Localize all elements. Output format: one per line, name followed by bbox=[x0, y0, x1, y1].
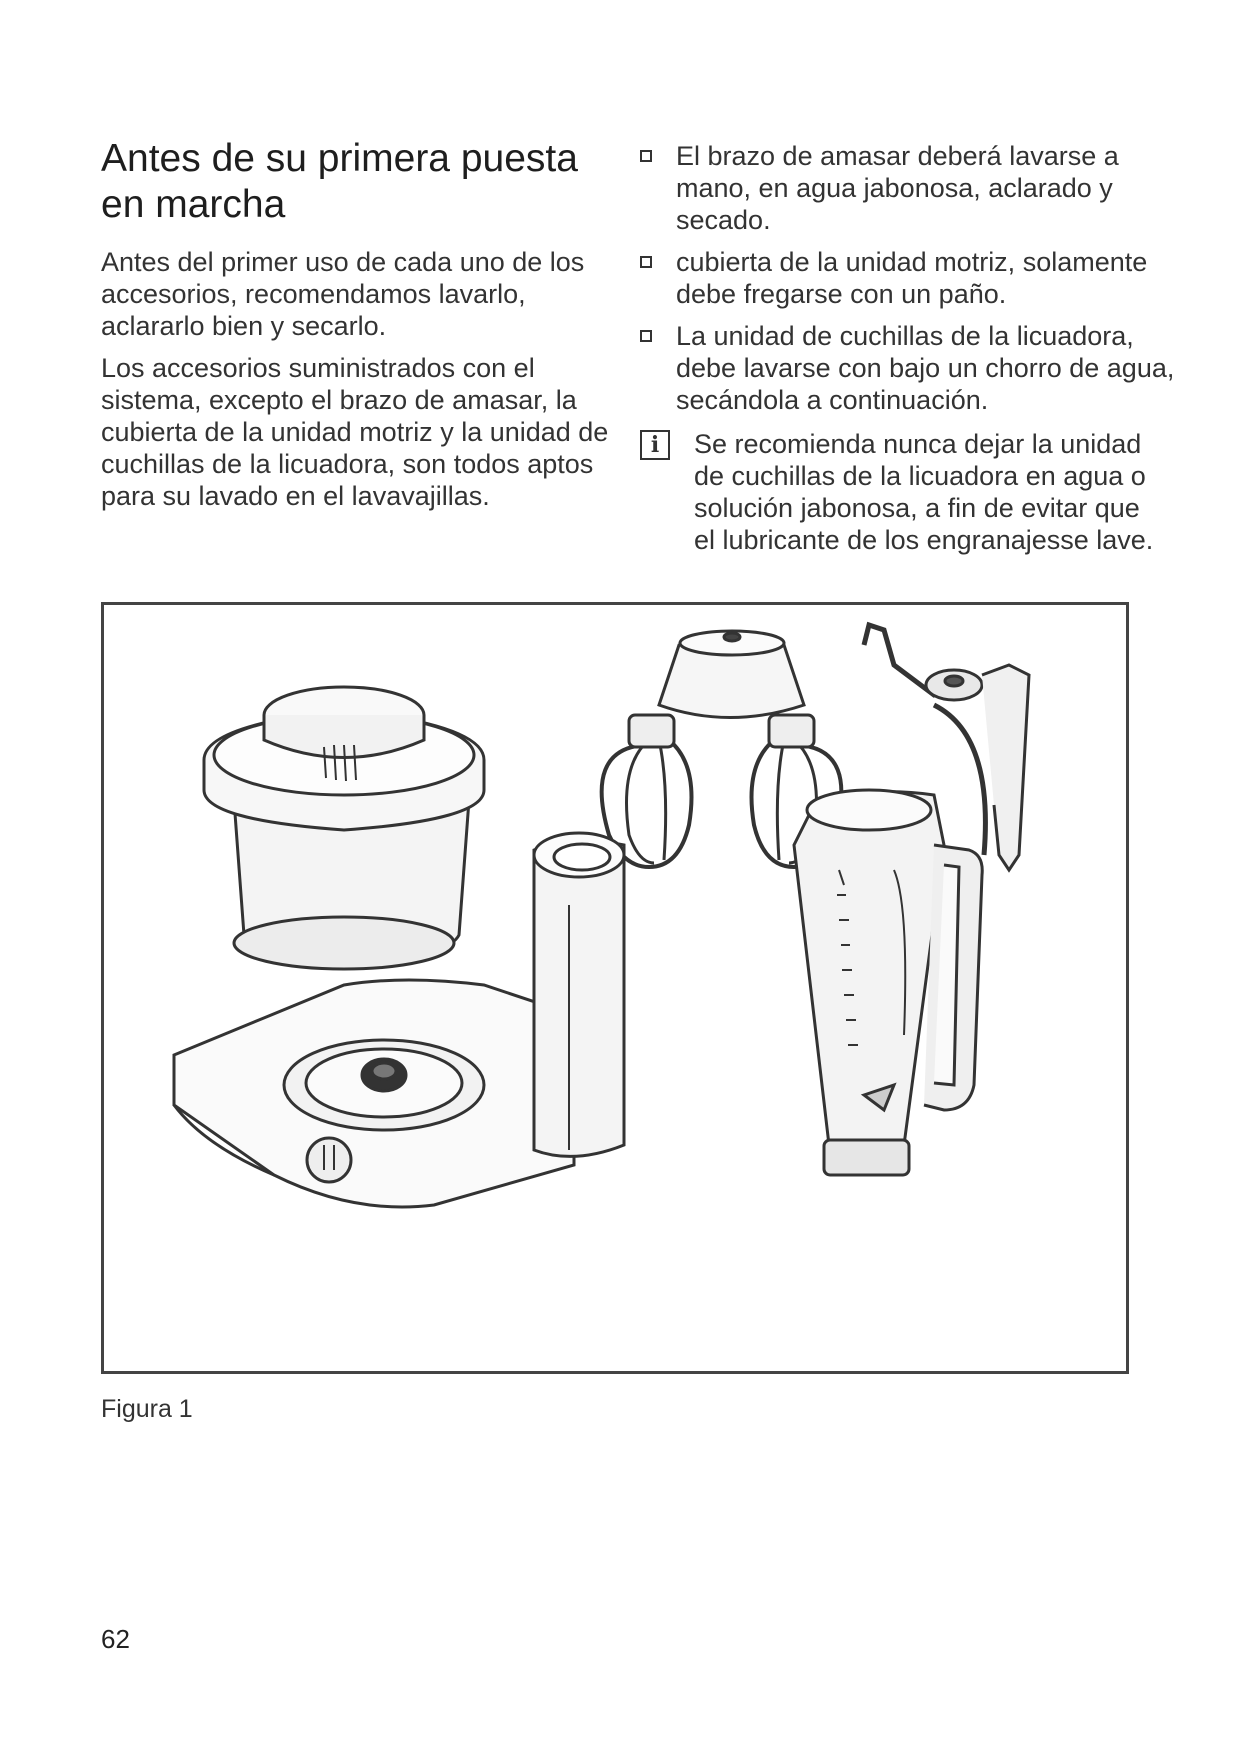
intro-paragraph-1: Antes del primer uso de cada uno de los accesorios, recomendamos lavarlo, aclararlo bien y secarlo. bbox=[101, 247, 585, 341]
bullet-text: El brazo de amasar deberá lavarse a mano, en agua jabonosa, aclarado y secado. bbox=[676, 141, 1119, 235]
info-icon: i bbox=[640, 430, 670, 460]
page-number: 62 bbox=[101, 1624, 130, 1654]
blender-illustration bbox=[794, 790, 982, 1175]
bullet-text: La unidad de cuchillas de la licuadora, debe lavarse con bajo un chorro de agua, secándola a continuación. bbox=[676, 321, 1175, 415]
mixing-bowl-illustration bbox=[204, 687, 484, 969]
figure-caption: Figura 1 bbox=[101, 1395, 193, 1423]
checkbox-bullet-icon bbox=[640, 256, 652, 268]
bullet-text: cubierta de la unidad motriz, solamente debe fregarse con un paño. bbox=[676, 247, 1148, 309]
checkbox-bullet-icon bbox=[640, 330, 652, 342]
info-note-text: Se recomienda nunca dejar la unidad de cuchillas de la licuadora en agua o solución jabonosa, a fin de evitar que el lubricante de los engranajesse lave. bbox=[694, 429, 1154, 555]
figure-illustration bbox=[101, 602, 1129, 1374]
page-title: Antes de su primera puesta en marcha bbox=[101, 137, 578, 226]
intro-paragraph-2: Los accesorios suministrados con el sistema, excepto el brazo de amasar, la cubierta de la unidad motriz y la unidad de cuchillas de la licuadora, son todos aptos para su lavado en el lavavajillas. bbox=[101, 353, 609, 511]
checkbox-bullet-icon bbox=[640, 150, 652, 162]
